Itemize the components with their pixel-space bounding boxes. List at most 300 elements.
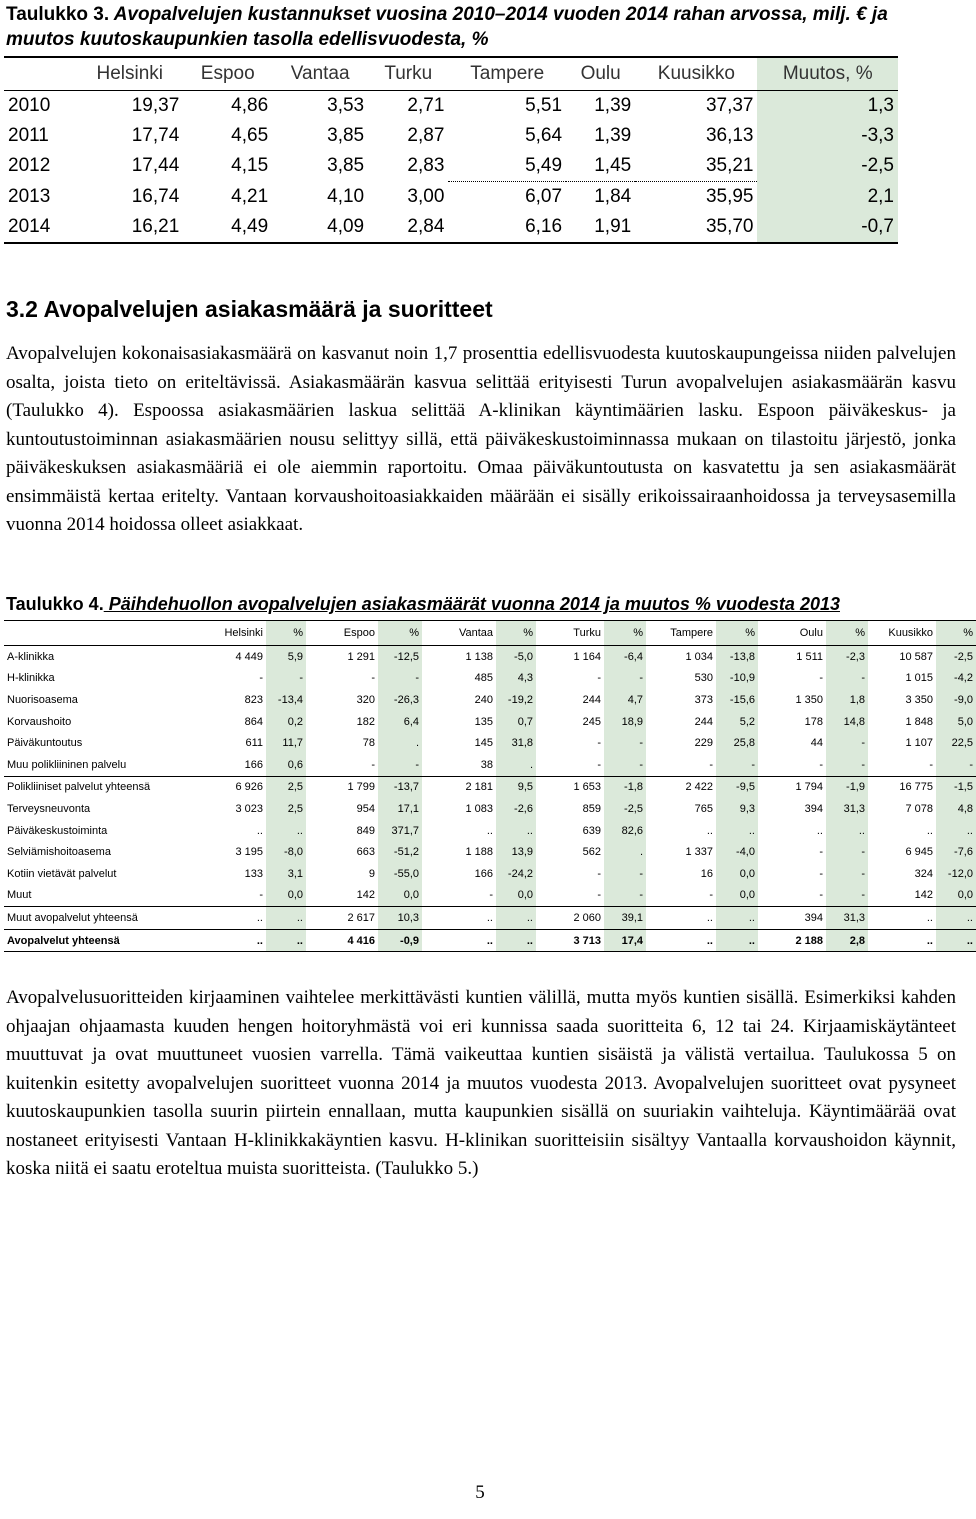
table4-cell: 0,2: [266, 711, 306, 733]
table4-cell: -8,0: [266, 841, 306, 863]
table4-cell: -: [259, 889, 263, 902]
table4-cell: 166: [474, 867, 493, 880]
table4-cell: -: [604, 863, 646, 885]
table4-cell: ..: [422, 907, 496, 930]
table4-cell: ..: [646, 929, 716, 952]
table-row: [4, 121, 898, 151]
table3-cell: 4,15: [231, 155, 269, 177]
table3-header-cell: Turku: [368, 57, 448, 91]
table4-cell: 0,0: [716, 863, 758, 885]
table4-cell: 1,8: [826, 689, 868, 711]
table4-cell: .: [496, 754, 536, 776]
table4-cell: 182: [356, 715, 375, 728]
table4-cell: Muut avopalvelut yhteensä: [4, 907, 200, 930]
table4-cell: -: [597, 737, 601, 750]
table4-cell: 39,1: [604, 907, 646, 930]
table4-cell: -: [371, 672, 375, 685]
table4-header-cell: %: [266, 621, 306, 646]
table4-cell: 11,7: [266, 732, 306, 754]
table4-cell: -13,7: [378, 776, 422, 798]
table-row: [4, 711, 976, 733]
table3-cell: 2,84: [368, 212, 448, 243]
table3-header-cell: Helsinki: [76, 57, 183, 91]
table3-caption: [6, 2, 951, 52]
table4-body: [4, 646, 976, 952]
table4-cell: 133: [244, 867, 263, 880]
table3-cell: 1,91: [566, 212, 635, 243]
table-row: [4, 182, 898, 213]
table-row: [4, 885, 976, 907]
table3-cell: 37,37: [705, 95, 754, 116]
table4-cell: 2,5: [266, 776, 306, 798]
table-row: [4, 841, 976, 863]
table4-header-cell: Helsinki: [200, 621, 266, 646]
table3-cell: 17,74: [131, 125, 180, 146]
table4-cell: 25,8: [716, 732, 758, 754]
table3-cell: 4,21: [231, 185, 269, 207]
table4-cell: 178: [804, 715, 823, 728]
table4-header-cell: %: [936, 621, 976, 646]
section-paragraph: [6, 340, 956, 540]
table3-cell: 19,37: [131, 95, 180, 116]
table3-cell: 36,13: [705, 125, 754, 146]
table-row: [4, 689, 976, 711]
table4-cell: -: [929, 758, 933, 771]
table4-header-cell: %: [496, 621, 536, 646]
table4-cell: -: [597, 672, 601, 685]
section-paragraph-text: Avopalvelujen kokonaisasiakasmäärä on kasvanut noin 1,7 prosenttia edellisvuodesta kuutoskaupungeissa niiden palvelujen osalta, joista tieto on eriteltävissä. Asiakasmäärän kasvua selittää erityisesti Turun avopalvelujen asiakasmäärän kasvu (Taulukko 4). Espoossa asiakasmäärien laskua selittää A-klinikan käyntimäärien lasku. Espoon päiväkeskus- ja kuntoutustoiminnan asiakasmäärien nousu selittyy sillä, että päiväkeskustoiminnassa mukaan on tilastoitu järjestö, jonka päiväkeskuksen asiakasmääriä ei ole aiemmin raportoitu. Omaa päiväkuntoutusta on kasvatettu ja sen asiakasmäärät ensimmäistä kertaa eritelty. Vantaan korvaushoitoasiakkaiden määrään ei sisälly erikoissairaanhoidossa ja terveysasemilla vuonna 2014 hoidossa olleet asiakkaat.: [6, 343, 956, 535]
table4-cell: Muut: [7, 889, 32, 902]
table4-cell: 22,5: [936, 732, 976, 754]
table-row: [4, 754, 976, 776]
table4-cell: 663: [356, 846, 375, 859]
table4-cell: 373: [694, 693, 713, 706]
table4-cell: -4,2: [936, 668, 976, 690]
table-row: [4, 863, 976, 885]
table4-cell: -: [597, 889, 601, 902]
table4-cell: 0,0: [378, 885, 422, 907]
table4-cell: -: [604, 732, 646, 754]
table3-cell: 2,87: [407, 125, 445, 146]
table4-cell: Nuorisoasema: [7, 693, 78, 706]
table3-header-cell: Muutos, %: [757, 57, 898, 91]
table4-header-cell: Turku: [536, 621, 604, 646]
table4-cell: 38: [480, 758, 493, 771]
table4-cell: 530: [694, 672, 713, 685]
table4-cell: -: [604, 668, 646, 690]
closing-paragraph: [6, 984, 956, 1184]
table3-cell: 16,74: [131, 185, 180, 207]
table4-cell: Kotiin vietävät palvelut: [7, 867, 117, 880]
table3-header-cell: Espoo: [183, 57, 272, 91]
table4-cell: 244: [582, 693, 601, 706]
table3-cell: -3,3: [757, 121, 898, 151]
table4-cell: 4 416: [306, 929, 378, 952]
table4-cell: -: [826, 885, 868, 907]
table3-cell: 2014: [4, 212, 76, 243]
table4-cell: ..: [646, 907, 716, 930]
table4-cell: -: [819, 758, 823, 771]
table3-cell: 2010: [8, 95, 51, 116]
table4-header-cell: %: [604, 621, 646, 646]
table4-cell: 1 653: [536, 776, 604, 798]
table4-cell: 5,2: [716, 711, 758, 733]
table4-cell: -19,2: [496, 689, 536, 711]
table4-cell: ..: [266, 820, 306, 842]
table4-cell: -: [826, 732, 868, 754]
table4-cell: Päiväkeskustoiminta: [7, 824, 108, 837]
table4-cell: 849: [356, 824, 375, 837]
table4-cell: ..: [486, 824, 493, 837]
table4-cell: 229: [694, 737, 713, 750]
table4-cell: 5,9: [266, 646, 306, 668]
table-row: [4, 212, 898, 243]
table3-cell: 2,1: [757, 182, 898, 213]
table4-cell: 16 775: [868, 776, 936, 798]
table-row: [4, 646, 976, 668]
table4-cell: 6 945: [905, 846, 933, 859]
table4-cell: ..: [868, 929, 936, 952]
table4-cell: 31,8: [496, 732, 536, 754]
table4-header-cell: Tampere: [646, 621, 716, 646]
table4-header-cell: [4, 621, 200, 646]
table4-caption-lead: Taulukko 4.: [6, 594, 104, 614]
table4-cell: -2,6: [496, 798, 536, 820]
table4-header-cell: Kuusikko: [868, 621, 936, 646]
table4-cell: 10,3: [378, 907, 422, 930]
table4-cell: 1 337: [685, 846, 713, 859]
table4-cell: -9,5: [716, 776, 758, 798]
table4-cell: ..: [422, 929, 496, 952]
table4-cell: .: [604, 841, 646, 863]
table4-header-cell: %: [378, 621, 422, 646]
table4-cell: 4,8: [936, 798, 976, 820]
table3: [4, 56, 898, 244]
table4-cell: 3 350: [905, 693, 933, 706]
table4-cell: -: [266, 668, 306, 690]
table4-cell: 14,8: [826, 711, 868, 733]
table4-cell: 1 188: [465, 846, 493, 859]
table4-cell: -51,2: [378, 841, 422, 863]
table3-cell: 6,16: [448, 212, 566, 243]
table4-cell: 2,8: [826, 929, 868, 952]
table4-cell: ..: [936, 820, 976, 842]
table3-cell: 5,51: [525, 95, 563, 116]
table4-cell: 0,6: [266, 754, 306, 776]
table4-cell: 145: [474, 737, 493, 750]
table4-cell: 394: [804, 802, 823, 815]
table4-cell: -10,9: [716, 668, 758, 690]
table4-cell: -: [716, 754, 758, 776]
table4-cell: 324: [914, 867, 933, 880]
table3-cell: 17,44: [131, 155, 180, 177]
table3-cell: 2013: [8, 185, 51, 207]
table4-cell: -12,5: [378, 646, 422, 668]
table4-cell: -5,0: [496, 646, 536, 668]
table4-cell: Selviämishoitoasema: [7, 846, 111, 859]
table3-cell: 1,45: [566, 151, 635, 182]
table4-cell: 1 794: [758, 776, 826, 798]
table3-cell: 5,64: [525, 125, 563, 146]
table4-cell: 823: [244, 693, 263, 706]
table4-cell: Muu polikliininen palvelu: [7, 758, 127, 771]
table4-cell: 3 713: [536, 929, 604, 952]
table4-cell: 17,4: [604, 929, 646, 952]
table4-cell: 2 181: [422, 776, 496, 798]
table4-cell: ..: [716, 820, 758, 842]
table4-cell: 9,5: [496, 776, 536, 798]
table4-cell: ..: [868, 907, 936, 930]
table4-cell: 371,7: [378, 820, 422, 842]
table4-cell: 0,0: [716, 885, 758, 907]
table4-cell: 4 449: [235, 650, 263, 663]
table4-cell: 3 023: [235, 802, 263, 815]
table4-cell: Polikliiniset palvelut yhteensä: [4, 776, 200, 798]
table4-cell: 9: [368, 867, 375, 880]
table-row: [4, 776, 976, 798]
table4-cell: ..: [706, 824, 713, 837]
table4-cell: -: [378, 754, 422, 776]
table4-cell: -: [604, 754, 646, 776]
table4-cell: -: [826, 841, 868, 863]
table3-cell: 2,71: [407, 95, 445, 116]
table3-cell: 2011: [8, 125, 49, 146]
table4-cell: -: [489, 889, 493, 902]
table3-cell: 5,49: [448, 151, 566, 182]
table4-cell: -: [597, 867, 601, 880]
table4-cell: ..: [266, 929, 306, 952]
table4-cell: ..: [936, 929, 976, 952]
table4-cell: -2,5: [936, 646, 976, 668]
table3-header-cell: Kuusikko: [635, 57, 757, 91]
table4-cell: ..: [716, 929, 758, 952]
table4-cell: 166: [244, 758, 263, 771]
table4-cell: H-klinikka: [7, 672, 55, 685]
table4-header-cell: %: [826, 621, 868, 646]
table4-cell: 244: [694, 715, 713, 728]
table4-cell: 1 034: [685, 650, 713, 663]
table4-cell: 17,1: [378, 798, 422, 820]
table4-cell: -7,6: [936, 841, 976, 863]
table-row: [4, 151, 898, 182]
table3-header-cell: Oulu: [566, 57, 635, 91]
table3-cell: 1,84: [594, 186, 632, 207]
table3-header-row: [4, 57, 898, 91]
table4-header-cell: %: [716, 621, 758, 646]
table4-cell: 31,3: [826, 798, 868, 820]
table4-cell: 639: [582, 824, 601, 837]
table4-cell: ..: [200, 907, 266, 930]
table4-cell: -55,0: [378, 863, 422, 885]
table4-caption-text: Päihdehuollon avopalvelujen asiakasmäärät vuonna 2014 ja muutos % vuodesta 2013: [103, 594, 840, 614]
table4-cell: Korvaushoito: [7, 715, 72, 728]
table4-cell: 6,4: [378, 711, 422, 733]
table4-cell: 1 083: [465, 802, 493, 815]
table4-cell: 82,6: [604, 820, 646, 842]
table4-cell: 9,3: [716, 798, 758, 820]
table3-cell: 1,39: [594, 125, 632, 146]
table3-cell: 3,85: [327, 155, 365, 177]
table4-cell: -: [597, 758, 601, 771]
table4-cell: Terveysneuvonta: [7, 802, 91, 815]
table4-cell: 864: [244, 715, 263, 728]
table4-cell: 1 291: [347, 650, 375, 663]
table4-cell: 10 587: [899, 650, 933, 663]
table3-caption-lead: Taulukko 3.: [6, 4, 110, 25]
table4-cell: 44: [810, 737, 823, 750]
table4-cell: -: [819, 889, 823, 902]
table3-cell: 4,49: [183, 212, 272, 243]
table4-cell: -13,4: [266, 689, 306, 711]
table4-cell: 3,1: [266, 863, 306, 885]
table4-cell: 1 511: [796, 650, 823, 663]
table4-cell: 2 422: [646, 776, 716, 798]
table4-cell: -1,9: [826, 776, 868, 798]
table4-cell: -: [819, 867, 823, 880]
table4-cell: 31,3: [826, 907, 868, 930]
table4-cell: ..: [826, 820, 868, 842]
table4-cell: ..: [256, 824, 263, 837]
table4-cell: 485: [474, 672, 493, 685]
table4-cell: 78: [362, 737, 375, 750]
table4-cell: -: [826, 754, 868, 776]
table4-cell: -26,3: [378, 689, 422, 711]
table4-cell: ..: [496, 907, 536, 930]
table4-header-row: [4, 621, 976, 646]
table3-cell: 3,85: [327, 125, 365, 146]
table4-cell: 1 164: [573, 650, 601, 663]
table4-caption: [6, 592, 951, 617]
table3-cell: -2,5: [757, 151, 898, 182]
table3-header-cell: Vantaa: [272, 57, 368, 91]
table4-cell: 5,0: [936, 711, 976, 733]
table4-header-cell: Vantaa: [422, 621, 496, 646]
page-number: 5: [475, 1482, 485, 1503]
table4-cell: 4,7: [604, 689, 646, 711]
table3-cell: 35,70: [635, 212, 757, 243]
table3-cell: 4,10: [327, 185, 365, 207]
table4-cell: -: [709, 889, 713, 902]
table4-cell: 0,7: [496, 711, 536, 733]
table4-cell: -: [709, 758, 713, 771]
table4-cell: 0,0: [496, 885, 536, 907]
table4-cell: 765: [694, 802, 713, 815]
table4-cell: ..: [816, 824, 823, 837]
table4-cell: -15,6: [716, 689, 758, 711]
closing-paragraph-text: Avopalvelusuoritteiden kirjaaminen vaihtelee merkittävästi kuntien välillä, mutta myös kuntien sisällä. Esimerkiksi kahden ohjaajan ohjaamasta kuuden hengen hoitoryhmästä voi eri kunnissa saada suoritteita 6, 12 tai 24. Kirjaamiskäytänteet muuttuvat ja ovat muuttuneet vuosien varrella. Tämä vaikeuttaa kuntien sisäistä ja välistä vertailua. Taulukossa 5 on kuitenkin esitetty avopalvelujen suoritteet vuonna 2014 ja muutos vuodesta 2013. Avopalvelujen suoritteet ovat pysyneet kuutoskaupunkien tasolla suurin piirtein ennallaan, mutta kaupunkien sisällä on suuriakin vaihteluja. Käyntimäärää ovat nostaneet erityisesti Vantaan H-klinikkakäyntien kasvu. H-klinikan suoritteisiin sisältyy Vantaalla korvaushoidon käynnit, koska niitä ei saatu eroteltua muista suoritteista. (Taulukko 5.): [6, 987, 956, 1179]
table4-cell: -: [936, 754, 976, 776]
table4-cell: 0,0: [266, 885, 306, 907]
table4-cell: 859: [582, 802, 601, 815]
table3-cell: 6,07: [525, 186, 563, 207]
table3-caption-text: Avopalvelujen kustannukset vuosina 2010–2014 vuoden 2014 rahan arvossa, milj. € ja muutos kuutoskaupunkien tasolla edellisvuodesta, %: [6, 4, 888, 50]
table4-cell: Avopalvelut yhteensä: [4, 929, 200, 952]
table4-cell: -1,8: [604, 776, 646, 798]
table3-cell: 2,83: [407, 155, 445, 177]
table4-cell: 1 350: [795, 693, 823, 706]
table3-cell: -0,7: [757, 212, 898, 243]
table4-cell: 2 060: [536, 907, 604, 930]
table4-cell: 2 188: [758, 929, 826, 952]
table4-cell: -4,0: [716, 841, 758, 863]
table4-cell: 240: [474, 693, 493, 706]
table4-cell: 13,9: [496, 841, 536, 863]
table4-cell: 7 078: [905, 802, 933, 815]
table4-cell: 2 617: [306, 907, 378, 930]
table-row: [4, 820, 976, 842]
table4-cell: 135: [474, 715, 493, 728]
table3-body: [4, 91, 898, 244]
table3-cell: 4,65: [231, 125, 269, 146]
table4-cell: ..: [496, 929, 536, 952]
table4-cell: 0,0: [936, 885, 976, 907]
table4-cell: ..: [926, 824, 933, 837]
table3-cell: 2012: [8, 155, 51, 177]
table4-cell: -: [378, 668, 422, 690]
table-row: [4, 91, 898, 122]
table4-cell: -13,8: [716, 646, 758, 668]
table4-cell: ..: [200, 929, 266, 952]
table3-header-cell: [4, 57, 76, 91]
table4-cell: -2,5: [604, 798, 646, 820]
table4-cell: 245: [582, 715, 601, 728]
table4-cell: 1 848: [905, 715, 933, 728]
table-row: [4, 732, 976, 754]
table4-cell: 611: [245, 737, 263, 750]
table-row: [4, 668, 976, 690]
table4-cell: -12,0: [936, 863, 976, 885]
table4-cell: 320: [356, 693, 375, 706]
table3-header-cell: Tampere: [448, 57, 566, 91]
table4-cell: -24,2: [496, 863, 536, 885]
table-row: [4, 929, 976, 952]
table4-cell: A-klinikka: [7, 650, 55, 663]
table3-cell: 3,00: [407, 185, 445, 207]
table4-cell: 1 799: [306, 776, 378, 798]
table4-cell: 16: [700, 867, 713, 880]
table4-cell: .: [378, 732, 422, 754]
table-row: [4, 907, 976, 930]
table4-cell: 1 138: [465, 650, 493, 663]
table4-cell: -: [819, 672, 823, 685]
table4-cell: 3 195: [235, 846, 263, 859]
table4-cell: -: [604, 885, 646, 907]
table3-cell: 4,09: [272, 212, 368, 243]
table4-cell: -1,5: [936, 776, 976, 798]
table4-cell: -: [371, 758, 375, 771]
table3-cell: 1,3: [757, 91, 898, 122]
table4-cell: 1 015: [905, 672, 933, 685]
table-row: [4, 798, 976, 820]
table4-cell: -0,9: [378, 929, 422, 952]
table4-cell: 394: [758, 907, 826, 930]
table4-cell: 4,3: [496, 668, 536, 690]
table4-cell: -6,4: [604, 646, 646, 668]
table4-cell: 1 107: [905, 737, 933, 750]
table4: [4, 620, 976, 952]
table4-cell: -: [259, 672, 263, 685]
section-heading: 3.2 Avopalvelujen asiakasmäärä ja suoritteet: [6, 296, 493, 322]
table4-cell: Päiväkuntoutus: [7, 737, 83, 750]
table4-cell: 142: [356, 889, 375, 902]
table4-cell: ..: [496, 820, 536, 842]
table4-cell: 18,9: [604, 711, 646, 733]
table4-cell: ..: [936, 907, 976, 930]
table4-header-cell: Espoo: [306, 621, 378, 646]
table4-cell: 562: [582, 846, 601, 859]
table4-cell: -2,3: [826, 646, 868, 668]
table4-cell: 6 926: [200, 776, 266, 798]
